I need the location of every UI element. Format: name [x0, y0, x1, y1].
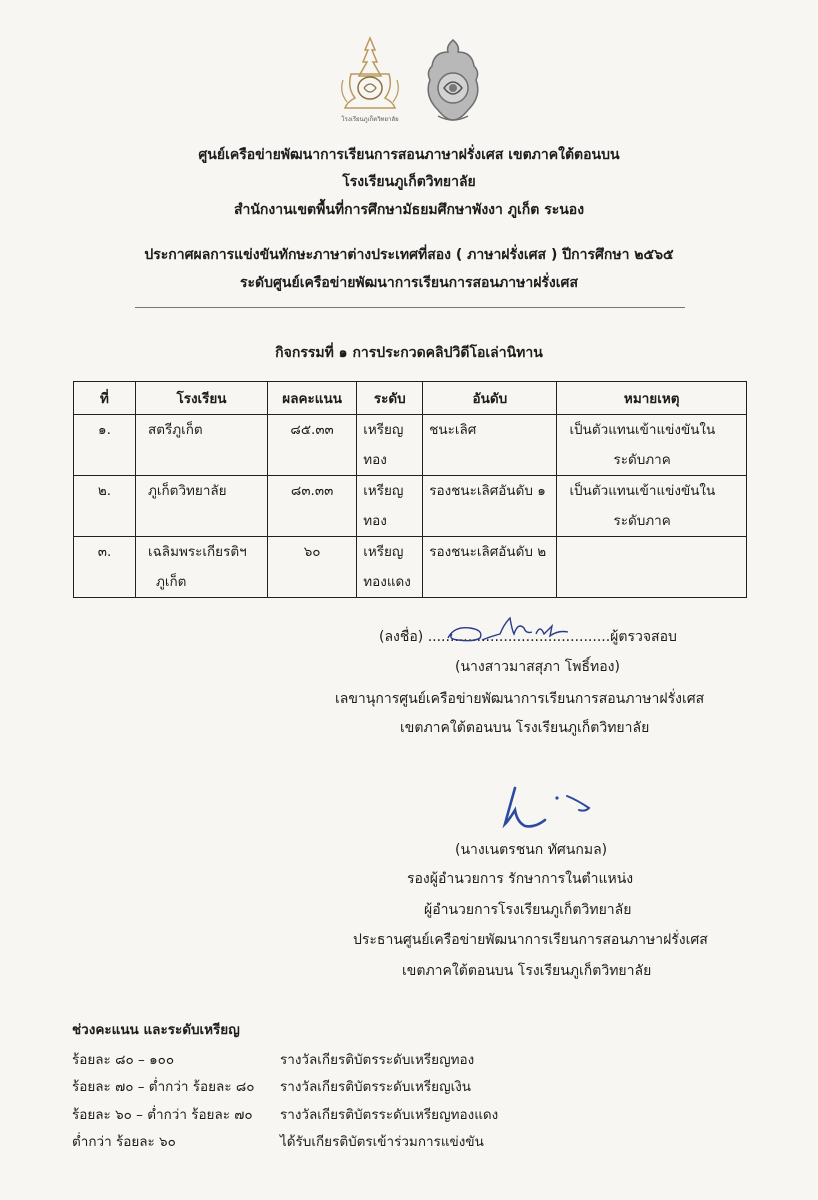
school-cell	[135, 476, 267, 537]
note-line1: เป็นตัวแทนเข้าแข่งขันใน	[569, 422, 716, 438]
level-line2: ทองแดง	[363, 574, 411, 590]
sign-dots-left: ..............	[427, 629, 491, 645]
signer2-title2: ผู้อำนวยการโรงเรียนภูเก็ตวิทยาลัย	[424, 902, 632, 918]
legend-range: ต่ำกว่า ร้อยละ ๖๐	[72, 1134, 176, 1150]
col-header-rank: อันดับ	[423, 382, 557, 415]
signature-1	[440, 610, 580, 650]
rank-cell: ชนะเลิศ	[423, 415, 557, 476]
row-number: ๑.	[74, 415, 136, 476]
signer2-title1: รองผู้อำนวยการ รักษาการในตำแหน่ง	[407, 871, 634, 887]
signer2-title4: เขตภาคใต้ตอนบน โรงเรียนภูเก็ตวิทยาลัย	[402, 963, 652, 979]
score-cell: ๖๐	[268, 537, 357, 598]
signer2-name: (นางเนตรชนก ทัศนกมล)	[455, 842, 608, 858]
school-name-line2: ภูเก็ต	[155, 574, 187, 590]
signer2-title3: ประธานศูนย์เครือข่ายพัฒนาการเรียนการสอนภาษาฝรั่งเศส	[353, 932, 708, 948]
note-line2: ระดับภาค	[613, 513, 671, 529]
col-header-school: โรงเรียน	[135, 382, 267, 415]
table-row	[74, 415, 747, 476]
results-table	[73, 381, 747, 598]
sign-role: ผู้ตรวจสอบ	[610, 629, 677, 645]
signer1-title2: เขตภาคใต้ตอนบน โรงเรียนภูเก็ตวิทยาลัย	[400, 720, 650, 736]
royal-crest-icon	[337, 36, 403, 116]
legend-award: ได้รับเกียรติบัตรเข้าร่วมการแข่งขัน	[280, 1134, 484, 1150]
col-header-note: หมายเหตุ	[557, 382, 747, 415]
header-district-office: สำนักงานเขตพื้นที่การศึกษามัธยมศึกษาพังงา ภูเก็ต ระนอง	[233, 202, 585, 218]
col-header-score: ผลคะแนน	[268, 382, 357, 415]
rank-cell: รองชนะเลิศอันดับ ๑	[423, 476, 557, 537]
legend-range: ร้อยละ ๖๐ – ต่ำกว่า ร้อยละ ๗๐	[72, 1107, 253, 1123]
sign-dots-right: ...........................	[490, 629, 611, 645]
activity-title: กิจกรรมที่ ๑ การประกวดคลิปวิดีโอเล่านิทาน	[275, 345, 543, 361]
score-cell: ๘๓.๓๓	[268, 476, 357, 537]
legend-award: รางวัลเกียรติบัตรระดับเหรียญเงิน	[280, 1079, 472, 1095]
row-number: ๒.	[74, 476, 136, 537]
rank-cell: รองชนะเลิศอันดับ ๒	[423, 537, 557, 598]
legend-range: ร้อยละ ๗๐ – ต่ำกว่า ร้อยละ ๘๐	[72, 1079, 255, 1095]
level-line1: เหรียญ	[363, 422, 404, 438]
header-network-center: ศูนย์เครือข่ายพัฒนาการเรียนการสอนภาษาฝรั่งเศส เขตภาคใต้ตอนบน	[198, 147, 620, 163]
col-header-level: ระดับ	[357, 382, 423, 415]
school-cell	[135, 537, 267, 598]
legend-title: ช่วงคะแนน และระดับเหรียญ	[72, 1022, 240, 1038]
note-cell	[557, 415, 747, 476]
note-cell	[557, 476, 747, 537]
level-line1: เหรียญ	[363, 483, 404, 499]
signature-2	[495, 780, 605, 835]
note-line1: เป็นตัวแทนเข้าแข่งขันใน	[569, 483, 716, 499]
level-line1: เหรียญ	[363, 544, 404, 560]
legend-award: รางวัลเกียรติบัตรระดับเหรียญทอง	[280, 1052, 475, 1068]
note-line2: ระดับภาค	[613, 452, 671, 468]
legend-award: รางวัลเกียรติบัตรระดับเหรียญทองแดง	[280, 1107, 499, 1123]
header-level: ระดับศูนย์เครือข่ายพัฒนาการเรียนการสอนภาษาฝรั่งเศส	[240, 275, 578, 291]
level-line2: ทอง	[363, 513, 387, 529]
col-header-no: ที่	[74, 382, 136, 415]
school-name: สตรีภูเก็ต	[147, 422, 203, 438]
school-cell	[135, 415, 267, 476]
level-line2: ทอง	[363, 452, 387, 468]
level-cell	[357, 415, 423, 476]
legend-range: ร้อยละ ๘๐ – ๑๐๐	[72, 1052, 175, 1068]
score-cell: ๘๕.๓๓	[268, 415, 357, 476]
row-number: ๓.	[74, 537, 136, 598]
level-cell	[357, 537, 423, 598]
school-name: เฉลิมพระเกียรติฯ	[147, 544, 247, 560]
signer1-name: (นางสาวมาสสุภา โพธิ์ทอง)	[455, 659, 620, 675]
note-cell	[557, 537, 747, 598]
signer1-title1: เลขานุการศูนย์เครือข่ายพัฒนาการเรียนการสอนภาษาฝรั่งเศส	[335, 691, 705, 707]
table-row	[74, 476, 747, 537]
sign-prefix: (ลงชื่อ)	[379, 629, 424, 645]
school-name: ภูเก็ตวิทยาลัย	[147, 483, 227, 499]
header-divider	[135, 307, 685, 308]
table-row	[74, 537, 747, 598]
school-name-caption: โรงเรียนภูเก็ตวิทยาลัย	[341, 116, 399, 123]
level-cell	[357, 476, 423, 537]
table-header-row	[74, 382, 747, 415]
obec-emblem-icon	[424, 36, 482, 126]
header-school: โรงเรียนภูเก็ตวิทยาลัย	[342, 174, 476, 190]
header-announcement: ประกาศผลการแข่งขันทักษะภาษาต่างประเทศที่สอง ( ภาษาฝรั่งเศส ) ปีการศึกษา ๒๕๖๕	[144, 247, 674, 263]
